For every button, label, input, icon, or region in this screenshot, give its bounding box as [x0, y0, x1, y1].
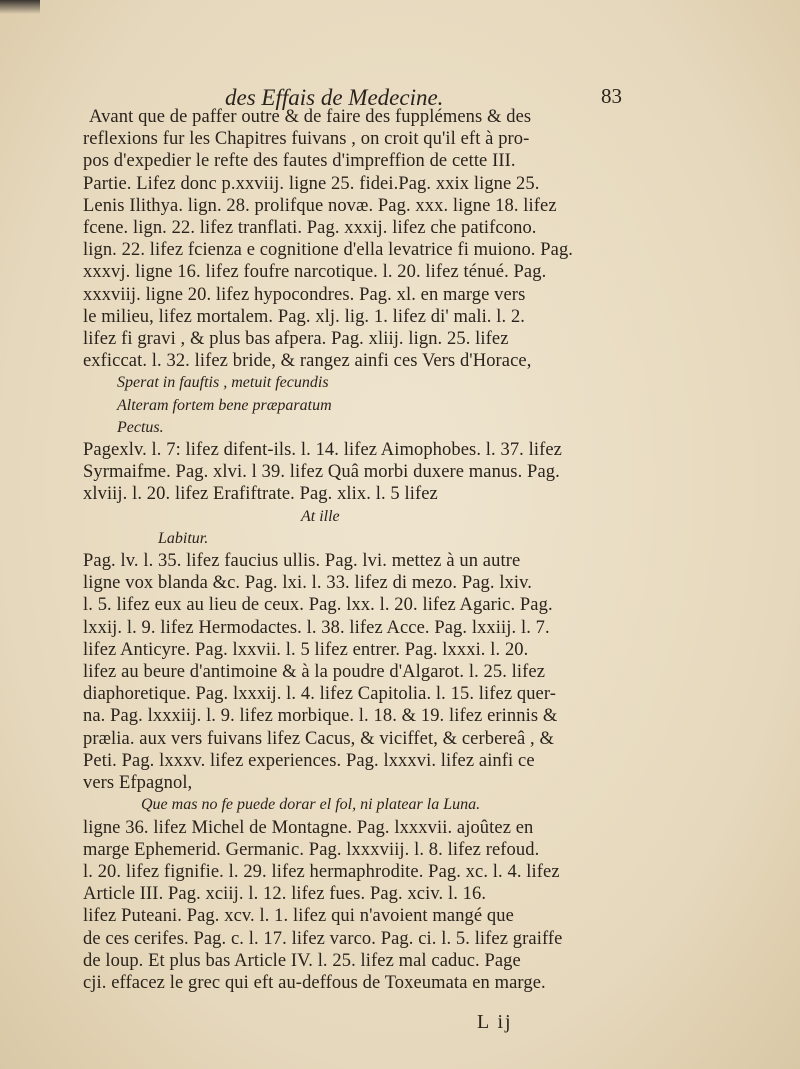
- text-line: na. Pag. lxxxiij. l. 9. lifez morbique. l. 18. & 19. lifez erinnis &: [83, 706, 558, 727]
- running-title: des Effais de Medecine.: [225, 85, 444, 110]
- page-corner-shadow: [0, 0, 40, 14]
- text-line: cji. effacez le grec qui eft au-deffous de Toxeumata en marge.: [83, 972, 546, 993]
- text-line: lign. 22. lifez fcienza e cognitione d'ella levatrice fi muiono. Pag.: [83, 240, 574, 261]
- text-line: diaphoretique. Pag. lxxxij. l. 4. lifez Capitolia. l. 15. lifez quer-: [83, 684, 557, 705]
- text-line: ligne vox blanda &c. Pag. lxi. l. 33. lifez di mezo. Pag. lxiv.: [83, 573, 533, 594]
- verse-line: Labitur.: [158, 529, 209, 547]
- text-line: prælia. aux vers fuivans lifez Cacus, & viciffet, & cerbereâ , &: [83, 728, 554, 749]
- text-line: xxxvj. ligne 16. lifez foufre narcotique. l. 20. lifez ténué. Pag.: [83, 262, 547, 283]
- text-line: vers Efpagnol,: [83, 773, 193, 794]
- verse-line: Pectus.: [117, 418, 164, 436]
- text-line: l. 5. lifez eux au lieu de ceux. Pag. lxx. l. 20. lifez Agaric. Pag.: [83, 595, 553, 616]
- text-line: Syrmaifme. Pag. xlvi. l 39. lifez Quâ morbi duxere manus. Pag.: [83, 462, 560, 483]
- text-line: de ces cerifes. Pag. c. l. 17. lifez varco. Pag. ci. l. 5. lifez graiffe: [83, 928, 563, 949]
- text-line: lifez Puteani. Pag. xcv. l. 1. lifez qui n'avoient mangé que: [83, 906, 514, 927]
- text-line: marge Ephemerid. Germanic. Pag. lxxxviij. l. 8. lifez refoud.: [83, 839, 540, 860]
- text-line: Avant que de paffer outre & de faire des fupplémens & des: [89, 107, 532, 127]
- text-line: de loup. Et plus bas Article IV. l. 25. lifez mal caduc. Page: [83, 950, 521, 971]
- text-line: reflexions fur les Chapitres fuivans , on croit qu'il eft à pro-: [83, 129, 530, 150]
- text-line: xxxviij. ligne 20. lifez hypocondres. Pag. xl. en marge vers: [83, 284, 526, 305]
- verse-line: Alteram fortem bene præparatum: [117, 396, 332, 414]
- text-line: lifez fi gravi , & plus bas afpera. Pag. xliij. lign. 25. lifez: [83, 329, 509, 350]
- text-line: fcene. lign. 22. lifez tranflati. Pag. xxxij. lifez che patifcono.: [83, 218, 537, 239]
- text-line: l. 20. lifez fignifie. l. 29. lifez hermaphrodite. Pag. xc. l. 4. lifez: [83, 861, 560, 882]
- page-number: 83: [601, 84, 622, 108]
- text-line: Pagexlv. l. 7: lifez difent-ils. l. 14. lifez Aimophobes. l. 37. lifez: [83, 440, 562, 461]
- verse-line: Que mas no fe puede dorar el fol, ni platear la Luna.: [141, 796, 481, 814]
- errata-text: [83, 106, 595, 994]
- text-line: exficcat. l. 32. lifez bride, & rangez ainfi ces Vers d'Horace,: [83, 351, 532, 372]
- text-line: lifez Anticyre. Pag. lxxvii. l. 5 lifez entrer. Pag. lxxxi. l. 20.: [83, 639, 529, 660]
- text-line: Pag. lv. l. 35. lifez faucius ullis. Pag. lvi. mettez à un autre: [83, 551, 521, 572]
- text-line: le milieu, lifez mortalem. Pag. xlj. lig. 1. lifez di' mali. l. 2.: [83, 306, 526, 327]
- text-line: Article III. Pag. xciij. l. 12. lifez fues. Pag. xciv. l. 16.: [83, 884, 487, 905]
- signature-mark: L ij: [477, 1011, 513, 1033]
- text-line: xlviij. l. 20. lifez Erafiftrate. Pag. xlix. l. 5 lifez: [83, 484, 438, 505]
- verse-line: Sperat in fauftis , metuit fecundis: [117, 374, 329, 392]
- text-line: ligne 36. lifez Michel de Montagne. Pag. lxxxvii. ajoûtez en: [83, 817, 534, 838]
- text-line: Peti. Pag. lxxxv. lifez experiences. Pag. lxxxvi. lifez ainfi ce: [83, 750, 535, 771]
- text-line: lifez au beure d'antimoine & à la poudre d'Algarot. l. 25. lifez: [83, 662, 546, 683]
- text-line: pos d'expedier le refte des fautes d'impreffion de cette III.: [83, 151, 516, 172]
- verse-line: At ille: [301, 507, 340, 525]
- text-line: Partie. Lifez donc p.xxviij. ligne 25. fidei.Pag. xxix ligne 25.: [83, 173, 540, 194]
- text-line: lxxij. l. 9. lifez Hermodactes. l. 38. lifez Acce. Pag. lxxiij. l. 7.: [83, 617, 550, 638]
- text-line: Lenis Ilithya. lign. 28. prolifque novæ. Pag. xxx. ligne 18. lifez: [83, 195, 557, 216]
